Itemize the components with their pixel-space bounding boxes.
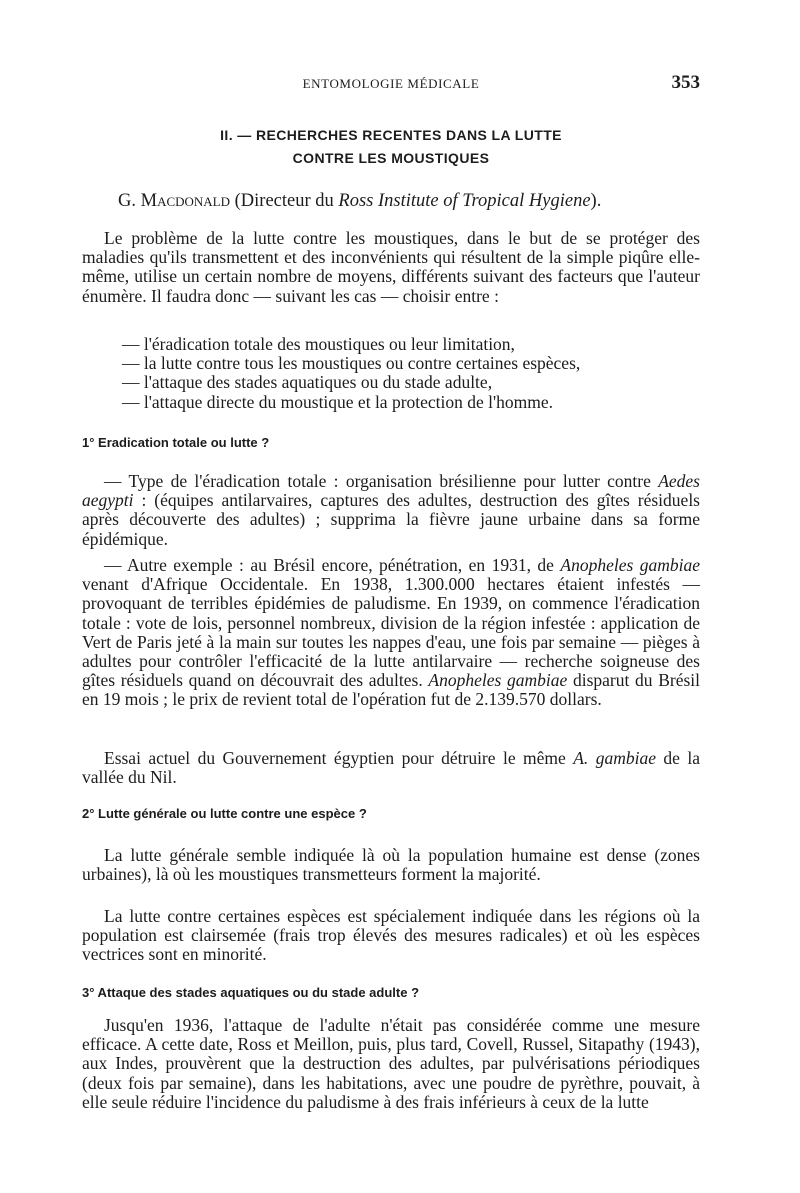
paragraph-3 [82,749,700,787]
paragraph-6 [82,1016,700,1112]
section-title-line-2: CONTRE LES MOUSTIQUES [292,150,490,166]
paragraph-2-text [82,556,700,710]
running-title: ENTOMOLOGIE MÉDICALE [302,76,480,91]
p1-before: — Type de l'éradication totale : organisation brésilienne pour lutter contre [104,471,659,491]
p1-after: : (équipes antilarvaires, captures des adultes, destruction des gîtes résiduels après découverte des adultes) ; supprima la fièvre jaune urbaine dans sa forme épidémique. [82,490,700,549]
choice-item: — l'éradication totale des moustiques ou leur limitation, [122,334,515,354]
paragraph-2 [82,556,700,710]
paragraph-6-text: Jusqu'en 1936, l'attaque de l'adulte n'était pas considérée comme une mesure efficace. A cette date, Ross et Meillon, puis, plus tard, Covell, Russel, Sitapathy (1943), aux Indes, prouvèrent que la destruction des adultes, par pulvérisations périodiques (deux fois par semaine), dans les habitations, avec une poudre de pyrèthre, pouvait, à elle seule réduire l'incidence du paludisme à des frais inférieurs à ceux de la lutte [82,1015,700,1112]
p2-b: venant d'Afrique Occidentale. En 1938, 1.300.000 hectares étaient infestés — provoquant de terribles épidémies de paludisme. En 1939, on commence l'éradication totale : vote de lois, personnel nombreux, division de la région infestée : application de Vert de Paris jeté à la main sur toutes les nappes d'eau, une fois par semaine — pièges à adultes pour contrôler l'efficacité de la lutte antilarvaire — recherche soigneuse des gîtes résiduels quand on découvrait des adultes. [82,574,700,691]
p2-a: — Autre exemple : au Brésil encore, pénétration, en 1931, de [104,555,561,575]
choices-list [122,335,700,412]
section-title [82,124,700,170]
p3-species: A. gambiae [573,748,656,768]
p1-species: Aedes aegypti [82,471,700,511]
p2-species-2: Anopheles gambiae [428,670,568,691]
choice-item: — l'attaque des stades aquatiques ou du stade adulte, [122,372,493,393]
author-role-after: ). [590,191,602,211]
heading-3: 3° Attaque des stades aquatiques ou du stade adulte ? [82,985,420,1000]
author-name: Macdonald [140,191,231,211]
paragraph-5-text: La lutte contre certaines espèces est spécialement indiquée dans les régions où la population est clairsemée (frais trop élevés des mesures radicales) et où les espèces vectrices sont en minorité. [82,906,700,965]
p3-a: Essai actuel du Gouvernement égyptien pour détruire le même [104,748,574,768]
paragraph-3-text [82,749,700,787]
choice-item: — la lutte contre tous les moustiques ou contre certaines espèces, [122,353,581,374]
paragraph-1-text [82,472,700,549]
heading-1: 1° Eradication totale ou lutte ? [82,435,270,450]
author-initial: G. [118,191,136,211]
author-line [118,190,718,212]
section-title-line-1: II. — RECHERCHES RECENTES DANS LA LUTTE [220,127,562,143]
author-role-before: (Directeur du [234,191,334,211]
intro-paragraph [82,229,700,306]
page-number: 353 [671,72,700,93]
paragraph-1 [82,472,700,549]
running-head [82,72,700,96]
intro-text: Le problème de la lutte contre les moustiques, dans le but de se protéger des maladies qu'ils transmettent et des inconvénients qui résultent de la simple piqûre elle-même, utilise un certain nombre de moyens, différents suivant des facteurs que l'auteur énumère. Il faudra donc — suivant les cas — choisir entre : [82,228,700,306]
p2-species-1: Anopheles gambiae [560,555,700,575]
author-institute: Ross Institute of Tropical Hygiene [338,191,591,211]
choice-item: — l'attaque directe du moustique et la protection de l'homme. [122,391,554,412]
p2-c: disparut du Brésil en 19 mois ; le prix de revient total de l'opération fut de 2.139.570 dollars. [82,670,701,710]
paragraph-5 [82,907,700,965]
p3-b: de la vallée du Nil. [82,748,700,788]
heading-2: 2° Lutte générale ou lutte contre une espèce ? [82,806,367,821]
paragraph-4-text: La lutte générale semble indiquée là où la population humaine est dense (zones urbaines), là où les moustiques transmetteurs forment la majorité. [82,845,700,885]
paragraph-4 [82,846,700,884]
